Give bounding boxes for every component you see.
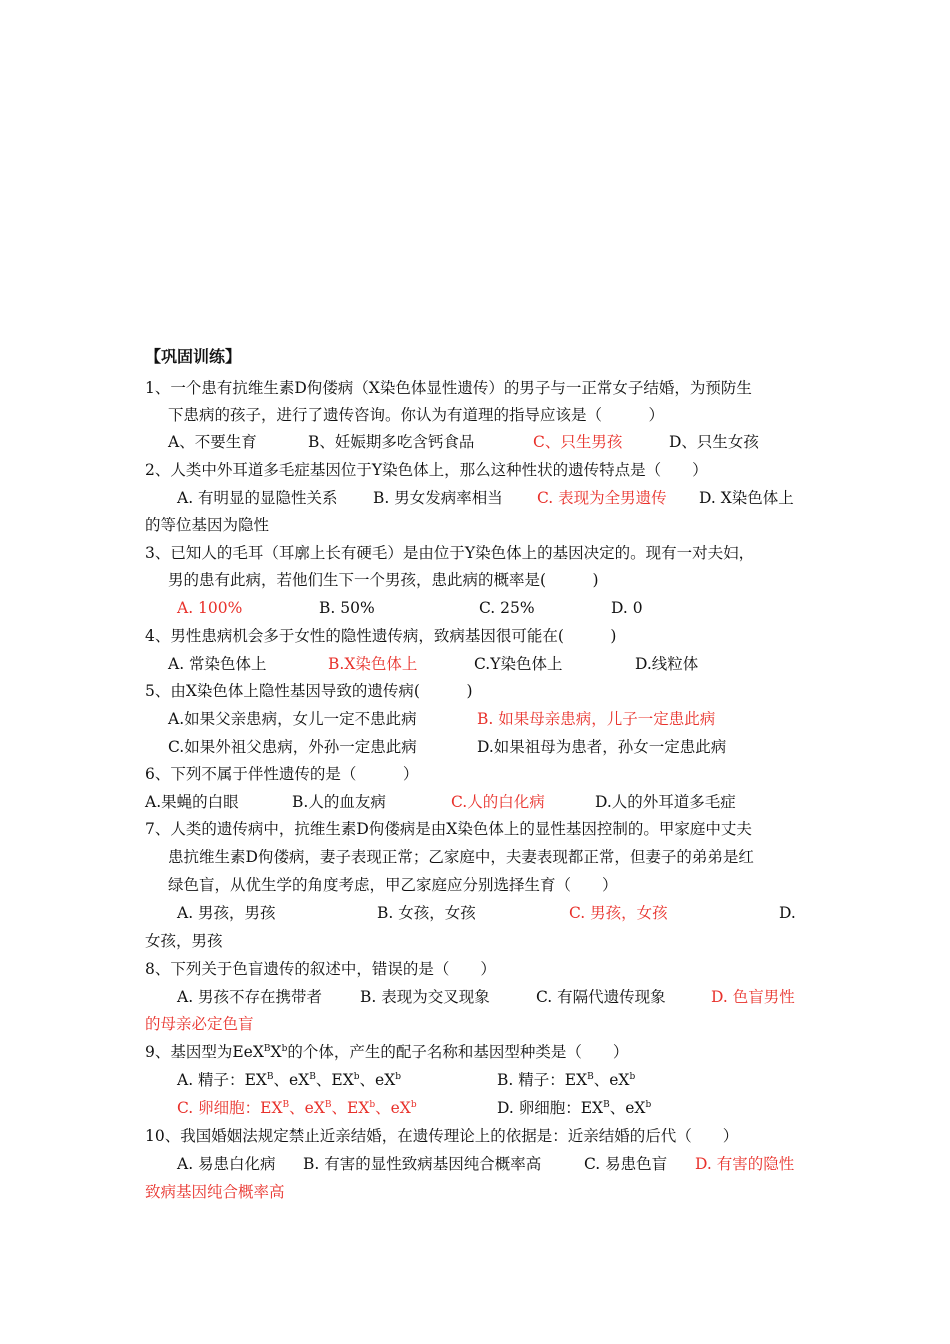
q2-option-a: A. 有明显的显隐性关系: [177, 489, 338, 507]
q6-option-d: D.人的外耳道多毛症: [595, 793, 736, 811]
q8-option-d: D. 色盲男性: [711, 988, 795, 1006]
question-7-stem-cont2: 绿色盲，从优生学的角度考虑，甲乙家庭应分别选择生育（ ）: [168, 876, 618, 894]
question-9-options-row2: [177, 1097, 651, 1119]
q10-option-c: C. 易患色盲: [584, 1155, 668, 1173]
q3-option-b: B. 50%: [319, 599, 375, 617]
question-5-stem: 5、由X染色体上隐性基因导致的遗传病( ): [145, 682, 473, 700]
q3-option-d: D. 0: [611, 599, 643, 617]
q8-option-a: A. 男孩不存在携带者: [177, 988, 323, 1006]
q6-option-c: C.人的白化病: [451, 793, 545, 811]
q1-option-b: B、妊娠期多吃含钙食品: [308, 433, 475, 451]
q10-option-d: D. 有害的隐性: [695, 1155, 795, 1173]
question-3-stem: 3、已知人的毛耳（耳廓上长有硬毛）是由位于Y染色体上的基因决定的。现有一对夫妇，: [145, 544, 755, 562]
genotype-list: $EX^B$、$eX^B$、$EX^b$、$eX^b$: [260, 1099, 417, 1117]
q9-option-c: C. 卵细胞：$EX^B$、$eX^B$、$EX^b$、$eX^b$: [177, 1099, 417, 1117]
q5-option-b: B. 如果母亲患病，儿子一定患此病: [477, 710, 716, 728]
q5-option-d: D.如果祖母为患者，孙女一定患此病: [477, 738, 727, 756]
question-2-stem: 2、人类中外耳道多毛症基因位于Y染色体上，那么这种性状的遗传特点是（ ）: [145, 461, 708, 479]
q4-option-a: A. 常染色体上: [168, 655, 267, 673]
question-5-options-row1: [168, 708, 715, 730]
q7-option-c: C. 男孩，女孩: [569, 904, 668, 922]
q10-option-a: A. 易患白化病: [177, 1155, 276, 1173]
q7-option-d-cont: 女孩，男孩: [145, 932, 223, 950]
q10-option-b: B. 有害的显性致病基因纯合概率高: [303, 1155, 542, 1173]
question-6-stem: 6、下列不属于伴性遗传的是（ ）: [145, 765, 419, 783]
q2-option-d: D. X染色体上: [699, 489, 794, 507]
q7-option-d: D.: [779, 904, 796, 922]
question-7-stem-cont: 患抗维生素D佝偻病，妻子表现正常；乙家庭中，夫妻表现都正常，但妻子的弟弟是红: [168, 848, 754, 866]
question-9-stem: 9、基因型为$EeX^BX^b$的个体，产生的配子名称和基因型种类是（ ）: [145, 1043, 629, 1061]
q7-option-b: B. 女孩，女孩: [377, 904, 476, 922]
question-7-options: [177, 902, 796, 924]
q1-option-a: A、不要生育: [168, 433, 257, 451]
question-5-options-row2: [168, 736, 726, 758]
question-1-stem-cont: 下患病的孩子，进行了遗传咨询。你认为有道理的指导应该是（ ）: [168, 406, 665, 424]
q9-option-b: B. 精子：$EX^B$、$eX^b$: [497, 1071, 636, 1089]
q8-option-b: B. 表现为交叉现象: [360, 988, 490, 1006]
section-title: 【巩固训练】: [145, 347, 242, 366]
q3-option-a: A. 100%: [177, 599, 243, 617]
question-4-options: [168, 653, 698, 675]
q2-option-b: B. 男女发病率相当: [373, 489, 503, 507]
question-8-options: [177, 986, 795, 1008]
question-9-options-row1: [177, 1069, 635, 1091]
q5-option-c: C.如果外祖父患病，外孙一定患此病: [168, 738, 417, 756]
question-3-stem-cont: 男的患有此病，若他们生下一个男孩，患此病的概率是( ): [168, 571, 599, 589]
genotype-list: $EX^B$、$eX^b$: [564, 1071, 636, 1089]
question-2-options: [177, 487, 794, 509]
q4-option-b: B.X染色体上: [328, 655, 418, 673]
q9-option-a: A. 精子：$EX^B$、$eX^B$、$EX^b$、$eX^b$: [177, 1071, 401, 1089]
q6-option-b: B.人的血友病: [292, 793, 386, 811]
q10-option-d-cont: 致病基因纯合概率高: [145, 1183, 285, 1201]
q1-option-d: D、只生女孩: [669, 433, 759, 451]
question-7-stem: 7、人类的遗传病中，抗维生素D佝偻病是由X染色体上的显性基因控制的。甲家庭中丈夫: [145, 820, 752, 838]
q4-option-c: C.Y染色体上: [474, 655, 563, 673]
question-1-stem: 1、一个患有抗维生素D佝偻病（X染色体显性遗传）的男子与一正常女子结婚，为预防生: [145, 379, 752, 397]
q9-option-d: D. 卵细胞：$EX^B$、$eX^b$: [497, 1099, 652, 1117]
question-1-options: [168, 431, 759, 453]
q2-option-d-cont: 的等位基因为隐性: [145, 516, 270, 534]
question-10-options: [177, 1153, 794, 1175]
q4-option-d: D.线粒体: [635, 655, 699, 673]
q1-option-c: C、只生男孩: [533, 433, 623, 451]
genotype-list: $EX^B$、$eX^b$: [580, 1099, 652, 1117]
q8-option-c: C. 有隔代遗传现象: [536, 988, 666, 1006]
q2-option-c: C. 表现为全男遗传: [537, 489, 667, 507]
question-3-options: [177, 597, 643, 619]
question-4-stem: 4、男性患病机会多于女性的隐性遗传病，致病基因很可能在( ): [145, 627, 617, 645]
q7-option-a: A. 男孩，男孩: [177, 904, 276, 922]
q6-option-a: A.果蝇的白眼: [145, 793, 239, 811]
question-6-options: [145, 791, 736, 813]
question-10-stem: 10、我国婚姻法规定禁止近亲结婚，在遗传理论上的依据是：近亲结婚的后代（ ）: [145, 1127, 739, 1145]
genotype-list: $EX^B$、$eX^B$、$EX^b$、$eX^b$: [244, 1071, 401, 1089]
question-8-stem: 8、下列关于色盲遗传的叙述中，错误的是（ ）: [145, 960, 496, 978]
q5-option-a: A.如果父亲患病，女儿一定不患此病: [168, 710, 417, 728]
q3-option-c: C. 25%: [479, 599, 535, 617]
q8-option-d-cont: 的母亲必定色盲: [145, 1015, 254, 1033]
